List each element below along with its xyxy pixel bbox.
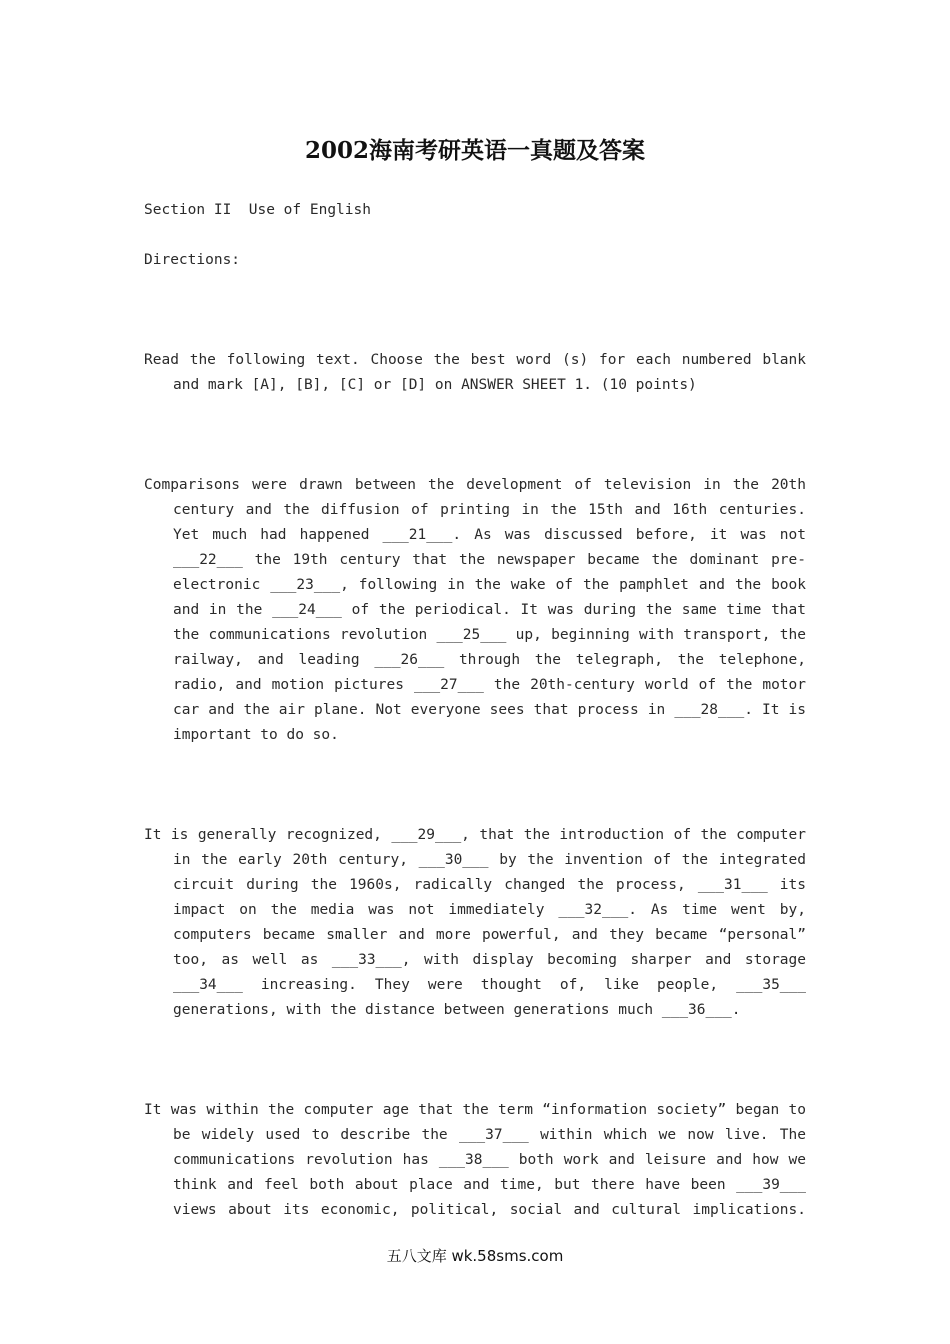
instruction-text: Read the following text. Choose the best word (s) for each numbered blank and mark [A], [B], [C] or [D] on ANSWER SHEET 1. (10 points) (144, 352, 806, 393)
paragraph-1: Comparisons were drawn between the development of television in the 20th century and the diffusion of printing in the 15th and 16th centuries. Yet much had happened ___21___. As was discussed before, it was not ___22___ the 19th century that the newspaper became the dominant pre-electronic ___23___, following in the wake of the pamphlet and the book and in the ___24___ of the periodical. It was during the same time that the communications revolution ___25___ up, beginning with transport, the railway, and leading ___26___ through the telegraph, the telephone, radio, and motion pictures ___27___ the 20th-century world of the motor car and the air plane. Not everyone sees that process in ___28___. It is important to do so. (144, 477, 806, 743)
page-title: 2002海南考研英语一真题及答案 (304, 137, 645, 164)
directions-label: Directions: (144, 252, 241, 268)
document-body (144, 198, 806, 1223)
paragraph-2: It is generally recognized, ___29___, that the introduction of the computer in the early 20th century, ___30___ by the invention of the integrated circuit during the 1960s, radically changed the process, ___31___ its impact on the media was not immediately ___32___. As time went by, computers became smaller and more powerful, and they became “personal” too, as well as ___33___, with display becoming sharper and storage ___34___ increasing. They were thought of, like people, ___35___ generations, with the distance between generations much ___36___. (144, 827, 806, 1018)
paragraph-3: It was within the computer age that the term “information society” began to be widely used to describe the ___37___ within which we now live. The communications revolution has ___38___ both work and leisure and how we think and feel both about place and time, but there have been ___39___ views about its economic, political, social and cultural implications. (144, 1102, 806, 1218)
footer-watermark: 五八文库 wk.58sms.com (386, 1247, 564, 1265)
section-heading: Section II Use of English (144, 202, 371, 218)
